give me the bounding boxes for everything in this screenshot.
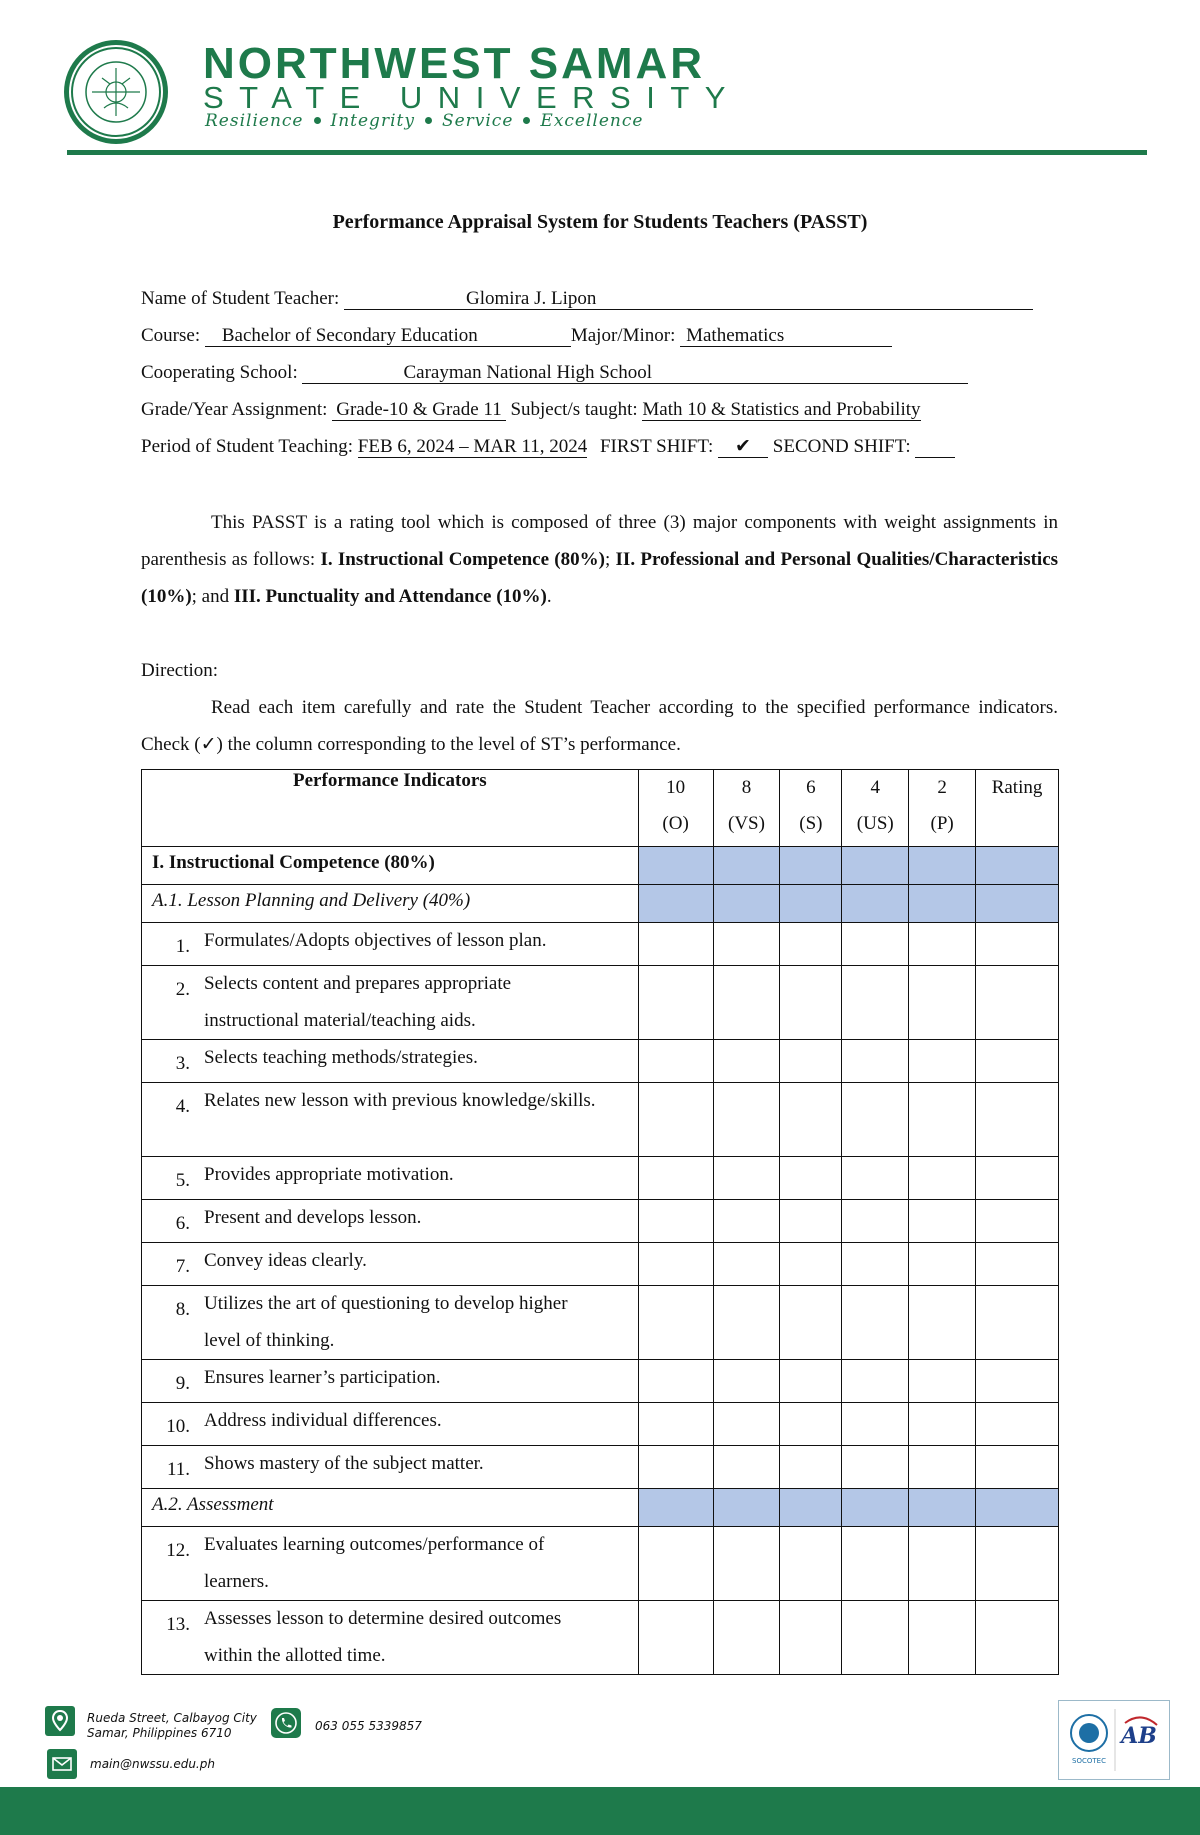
shaded-cell xyxy=(909,847,976,885)
period-label: Period of Student Teaching: xyxy=(141,436,354,457)
indicator-cell xyxy=(142,1601,639,1675)
direction-label: Direction: xyxy=(141,660,219,681)
indicator-number: 10. xyxy=(166,1416,190,1437)
indicator-cell xyxy=(142,1083,639,1157)
phone-icon xyxy=(271,1708,301,1738)
scale-score: 4 xyxy=(870,777,881,798)
indicator-number: 5. xyxy=(175,1170,190,1191)
rating-checkbox-cell[interactable] xyxy=(842,1527,909,1601)
subsection-title: A.2. Assessment xyxy=(142,1489,639,1527)
motto-word: Service xyxy=(441,111,514,131)
scale-score: 6 xyxy=(806,777,816,798)
field-row-grade xyxy=(141,398,921,422)
subject-label: Subject/s taught: xyxy=(510,399,638,420)
scale-header-2 xyxy=(909,770,976,847)
first-shift-label: FIRST SHIFT: xyxy=(599,436,714,457)
indicator-number: 3. xyxy=(175,1053,190,1074)
rating-checkbox-cell[interactable] xyxy=(842,1286,909,1360)
rating-checkbox-cell[interactable] xyxy=(638,1446,713,1489)
rating-checkbox-cell[interactable] xyxy=(713,1200,780,1243)
rating-checkbox-cell[interactable] xyxy=(638,1083,713,1157)
university-name: NORTHWEST SAMAR xyxy=(203,39,706,88)
rating-checkbox-cell[interactable] xyxy=(842,966,909,1040)
table-row xyxy=(142,1083,1059,1157)
rating-checkbox-cell[interactable] xyxy=(909,1360,976,1403)
rating-checkbox-cell[interactable] xyxy=(638,1157,713,1200)
indicator-cell xyxy=(142,923,639,966)
table-row xyxy=(142,966,1059,1040)
rating-checkbox-cell[interactable] xyxy=(842,1243,909,1286)
rating-checkbox-cell[interactable] xyxy=(842,1083,909,1157)
rating-value-cell[interactable] xyxy=(976,1083,1059,1157)
shaded-cell xyxy=(976,847,1059,885)
period-field[interactable] xyxy=(358,437,587,458)
table-row xyxy=(142,1040,1059,1083)
name-value: Glomira J. Lipon xyxy=(466,288,597,309)
email: main@nwssu.edu.ph xyxy=(90,1757,215,1771)
rating-checkbox-cell[interactable] xyxy=(842,1446,909,1489)
indicator-text: Shows mastery of the subject matter. xyxy=(204,1453,484,1474)
table-row xyxy=(142,1527,1059,1601)
major-value: Mathematics xyxy=(686,325,785,346)
university-motto xyxy=(205,110,643,132)
rating-checkbox-cell[interactable] xyxy=(780,923,842,966)
indicator-number: 2. xyxy=(175,979,190,1000)
field-row-period xyxy=(141,435,955,459)
field-row-course xyxy=(141,324,892,348)
indicator-number: 8. xyxy=(175,1299,190,1320)
indicator-number: 11. xyxy=(166,1459,190,1480)
shaded-cell xyxy=(780,1489,842,1527)
rating-checkbox-cell[interactable] xyxy=(842,1157,909,1200)
indicator-cell xyxy=(142,1527,639,1601)
course-label: Course: xyxy=(141,325,201,346)
table-row xyxy=(142,1243,1059,1286)
scale-score: 10 xyxy=(666,777,686,798)
performance-indicators-table xyxy=(141,769,1059,1675)
rating-value-cell[interactable] xyxy=(976,1360,1059,1403)
indicator-cell xyxy=(142,1403,639,1446)
rating-checkbox-cell[interactable] xyxy=(909,923,976,966)
indicator-cell xyxy=(142,1360,639,1403)
shaded-cell xyxy=(638,1489,713,1527)
intro-text: This PASST is a rating tool which is composed of three (3) major components with weight assignments in parenthesis as follows: xyxy=(141,512,1058,570)
motto-word: Resilience xyxy=(205,111,304,131)
rating-checkbox-cell[interactable] xyxy=(638,1527,713,1601)
certification-badges xyxy=(1058,1700,1170,1780)
rating-checkbox-cell[interactable] xyxy=(638,1601,713,1675)
check-icon: ✔ xyxy=(735,436,751,457)
rating-checkbox-cell[interactable] xyxy=(780,1403,842,1446)
bullet-icon xyxy=(425,117,432,124)
phone-number: 063 055 5339857 xyxy=(315,1719,422,1733)
letterhead xyxy=(0,0,1200,160)
items-a1-group xyxy=(142,923,1059,1489)
rating-checkbox-cell[interactable] xyxy=(638,1200,713,1243)
scale-score: 8 xyxy=(741,777,752,798)
rating-checkbox-cell[interactable] xyxy=(713,1360,780,1403)
rating-checkbox-cell[interactable] xyxy=(909,1286,976,1360)
rating-checkbox-cell[interactable] xyxy=(909,1527,976,1601)
rating-checkbox-cell[interactable] xyxy=(780,1040,842,1083)
indicator-text: Address individual differences. xyxy=(204,1410,442,1431)
rating-checkbox-cell[interactable] xyxy=(842,1040,909,1083)
rating-checkbox-cell[interactable] xyxy=(909,1601,976,1675)
name-label: Name of Student Teacher: xyxy=(141,288,340,309)
scale-code: (US) xyxy=(856,813,894,834)
indicator-text: Convey ideas clearly. xyxy=(204,1250,367,1271)
shaded-cell xyxy=(713,1489,780,1527)
table-row xyxy=(142,923,1059,966)
subject-field[interactable] xyxy=(642,400,920,421)
school-field[interactable] xyxy=(302,363,968,384)
indicator-number: 12. xyxy=(166,1540,190,1561)
rating-checkbox-cell[interactable] xyxy=(713,1446,780,1489)
indicator-cell xyxy=(142,1200,639,1243)
indicator-number: 1. xyxy=(175,936,190,957)
direction-text: Read each item carefully and rate the Student Teacher according to the specified performance indicators. Check (✓) the column corresponding to the level of ST’s performance. xyxy=(141,697,1058,755)
rating-checkbox-cell[interactable] xyxy=(638,1243,713,1286)
period-value: FEB 6, 2024 – MAR 11, 2024 xyxy=(357,436,588,457)
rating-checkbox-cell[interactable] xyxy=(909,966,976,1040)
rating-checkbox-cell[interactable] xyxy=(638,966,713,1040)
rating-checkbox-cell[interactable] xyxy=(842,1403,909,1446)
shaded-cell xyxy=(780,885,842,923)
table-header-row xyxy=(142,770,1059,847)
rating-checkbox-cell[interactable] xyxy=(909,1083,976,1157)
scale-header-8 xyxy=(713,770,780,847)
cert-label: AB xyxy=(1121,1723,1157,1749)
indicator-text: Assesses lesson to determine desired outcomes within the allotted time. xyxy=(204,1608,562,1666)
second-shift-field[interactable] xyxy=(915,437,955,458)
rating-checkbox-cell[interactable] xyxy=(713,1601,780,1675)
rating-checkbox-cell[interactable] xyxy=(842,1200,909,1243)
course-value: Bachelor of Secondary Education xyxy=(221,325,478,346)
direction-paragraph xyxy=(141,689,1058,763)
rating-checkbox-cell[interactable] xyxy=(638,1403,713,1446)
scale-code: (VS) xyxy=(728,813,765,834)
shaded-cell xyxy=(713,847,780,885)
rating-label: Rating xyxy=(991,777,1043,798)
rating-checkbox-cell[interactable] xyxy=(780,1243,842,1286)
rating-checkbox-cell[interactable] xyxy=(713,923,780,966)
field-row-school xyxy=(141,361,968,385)
mail-icon xyxy=(47,1749,77,1779)
rating-checkbox-cell[interactable] xyxy=(909,1200,976,1243)
shaded-cell xyxy=(842,885,909,923)
table-row xyxy=(142,1403,1059,1446)
rating-checkbox-cell[interactable] xyxy=(909,1157,976,1200)
intro-paragraph xyxy=(141,504,1058,615)
rating-checkbox-cell[interactable] xyxy=(638,923,713,966)
major-label: Major/Minor: xyxy=(570,325,676,346)
rating-header xyxy=(976,770,1059,847)
indicator-number: 4. xyxy=(175,1096,190,1117)
table-row xyxy=(142,1360,1059,1403)
grade-value: Grade-10 & Grade 11 xyxy=(336,399,502,420)
subject-value: Math 10 & Statistics and Probability xyxy=(642,399,921,420)
rating-checkbox-cell[interactable] xyxy=(780,966,842,1040)
indicator-number: 9. xyxy=(175,1373,190,1394)
indicator-number: 6. xyxy=(175,1213,190,1234)
table-row xyxy=(142,1601,1059,1675)
rating-checkbox-cell[interactable] xyxy=(713,1243,780,1286)
rating-value-cell[interactable] xyxy=(976,1157,1059,1200)
indicator-text: Formulates/Adopts objectives of lesson plan. xyxy=(204,930,547,951)
indicator-text: Selects content and prepares appropriate instructional material/teaching aids. xyxy=(204,973,512,1031)
shaded-cell xyxy=(909,1489,976,1527)
indicator-cell xyxy=(142,1040,639,1083)
scale-header-6 xyxy=(780,770,842,847)
rating-checkbox-cell[interactable] xyxy=(713,1040,780,1083)
indicator-text: Ensures learner’s participation. xyxy=(204,1367,441,1388)
indicator-cell xyxy=(142,1286,639,1360)
grade-label: Grade/Year Assignment: xyxy=(141,399,328,420)
rating-checkbox-cell[interactable] xyxy=(638,1040,713,1083)
rating-checkbox-cell[interactable] xyxy=(780,1286,842,1360)
indicator-text: Utilizes the art of questioning to develop higher level of thinking. xyxy=(204,1293,568,1351)
table-row xyxy=(142,1157,1059,1200)
rating-checkbox-cell[interactable] xyxy=(842,1601,909,1675)
items-a2-group xyxy=(142,1527,1059,1675)
shaded-cell xyxy=(842,1489,909,1527)
bullet-icon xyxy=(314,117,321,124)
address-line: Samar, Philippines 6710 xyxy=(87,1726,232,1740)
rating-checkbox-cell[interactable] xyxy=(713,1403,780,1446)
table-row xyxy=(142,1446,1059,1489)
grade-field[interactable] xyxy=(332,400,505,421)
table-row xyxy=(142,1286,1059,1360)
field-row-name xyxy=(141,287,1033,311)
location-icon xyxy=(45,1706,75,1736)
bullet-icon xyxy=(523,117,530,124)
university-subtitle: STATE UNIVERSITY xyxy=(203,80,741,115)
address xyxy=(87,1711,257,1741)
indicator-text: Relates new lesson with previous knowledge/skills. xyxy=(204,1090,596,1111)
scale-header-10 xyxy=(638,770,713,847)
intro-component-2: II. Professional and Personal Qualities/Characteristics (10%) xyxy=(141,549,1059,607)
shaded-cell xyxy=(780,847,842,885)
subsection-title: A.1. Lesson Planning and Delivery (40%) xyxy=(142,885,639,923)
rating-value-cell[interactable] xyxy=(976,1243,1059,1286)
first-shift-field[interactable] xyxy=(718,437,768,458)
rating-checkbox-cell[interactable] xyxy=(780,1083,842,1157)
indicator-cell xyxy=(142,966,639,1040)
rating-checkbox-cell[interactable] xyxy=(780,1360,842,1403)
indicator-number: 7. xyxy=(175,1256,190,1277)
indicator-cell xyxy=(142,1446,639,1489)
motto-word: Integrity xyxy=(330,111,415,131)
rating-checkbox-cell[interactable] xyxy=(780,1527,842,1601)
rating-checkbox-cell[interactable] xyxy=(638,1360,713,1403)
rating-checkbox-cell[interactable] xyxy=(909,1446,976,1489)
rating-value-cell[interactable] xyxy=(976,1200,1059,1243)
rating-value-cell[interactable] xyxy=(976,1286,1059,1360)
rating-value-cell[interactable] xyxy=(976,966,1059,1040)
shaded-cell xyxy=(976,1489,1059,1527)
rating-checkbox-cell[interactable] xyxy=(638,1286,713,1360)
university-seal-icon xyxy=(62,38,170,146)
intro-component-3: III. Punctuality and Attendance (10%) xyxy=(233,586,547,607)
rating-value-cell[interactable] xyxy=(976,1403,1059,1446)
cert-label: SOCOTEC xyxy=(1072,1757,1106,1765)
motto-word: Excellence xyxy=(540,111,644,131)
header-divider xyxy=(67,150,1147,155)
indicator-text: Present and develops lesson. xyxy=(204,1207,422,1228)
shaded-cell xyxy=(638,885,713,923)
subsection-row xyxy=(142,1489,1059,1527)
subsection-row xyxy=(142,885,1059,923)
rating-checkbox-cell[interactable] xyxy=(713,966,780,1040)
rating-value-cell[interactable] xyxy=(976,1040,1059,1083)
intro-component-1: I. Instructional Competence (80%) xyxy=(320,549,605,570)
indicator-number: 13. xyxy=(166,1614,190,1635)
rating-checkbox-cell[interactable] xyxy=(713,1083,780,1157)
school-label: Cooperating School: xyxy=(141,362,298,383)
rating-checkbox-cell[interactable] xyxy=(909,1040,976,1083)
rating-checkbox-cell[interactable] xyxy=(780,1157,842,1200)
section-title: I. Instructional Competence (80%) xyxy=(142,847,639,885)
rating-checkbox-cell[interactable] xyxy=(780,1200,842,1243)
rating-value-cell[interactable] xyxy=(976,1446,1059,1489)
indicator-cell xyxy=(142,1243,639,1286)
rating-value-cell[interactable] xyxy=(976,923,1059,966)
indicator-text: Selects teaching methods/strategies. xyxy=(204,1047,478,1068)
table-row xyxy=(142,1200,1059,1243)
shaded-cell xyxy=(909,885,976,923)
intro-separator: ; and xyxy=(191,586,230,607)
intro-separator: ; xyxy=(604,549,611,570)
rating-checkbox-cell[interactable] xyxy=(713,1157,780,1200)
section-row xyxy=(142,847,1059,885)
document-title: Performance Appraisal System for Students Teachers (PASST) xyxy=(332,211,868,233)
scale-code: (P) xyxy=(930,813,954,834)
shaded-cell xyxy=(638,847,713,885)
scale-score: 2 xyxy=(937,777,947,798)
rating-checkbox-cell[interactable] xyxy=(842,1360,909,1403)
scale-header-4 xyxy=(842,770,909,847)
course-field[interactable] xyxy=(205,326,571,347)
school-value: Carayman National High School xyxy=(403,362,653,383)
shaded-cell xyxy=(842,847,909,885)
rating-checkbox-cell[interactable] xyxy=(713,1286,780,1360)
indicator-cell xyxy=(142,1157,639,1200)
second-shift-label: SECOND SHIFT: xyxy=(772,436,911,457)
rating-value-cell[interactable] xyxy=(976,1601,1059,1675)
footer-band xyxy=(0,1787,1200,1835)
indicator-text: Evaluates learning outcomes/performance of learners. xyxy=(204,1534,545,1592)
performance-indicators-header: Performance Indicators xyxy=(142,770,639,847)
shaded-cell xyxy=(713,885,780,923)
indicator-text: Provides appropriate motivation. xyxy=(204,1164,454,1185)
rating-checkbox-cell[interactable] xyxy=(909,1403,976,1446)
rating-checkbox-cell[interactable] xyxy=(713,1527,780,1601)
rating-checkbox-cell[interactable] xyxy=(780,1601,842,1675)
rating-checkbox-cell[interactable] xyxy=(909,1243,976,1286)
major-field[interactable] xyxy=(680,326,892,347)
rating-checkbox-cell[interactable] xyxy=(842,923,909,966)
shaded-cell xyxy=(976,885,1059,923)
scale-code: (S) xyxy=(799,813,823,834)
rating-value-cell[interactable] xyxy=(976,1527,1059,1601)
scale-code: (O) xyxy=(662,813,689,834)
name-field[interactable] xyxy=(344,289,1033,310)
address-line: Rueda Street, Calbayog City xyxy=(87,1711,257,1725)
rating-checkbox-cell[interactable] xyxy=(780,1446,842,1489)
intro-period: . xyxy=(546,586,552,607)
